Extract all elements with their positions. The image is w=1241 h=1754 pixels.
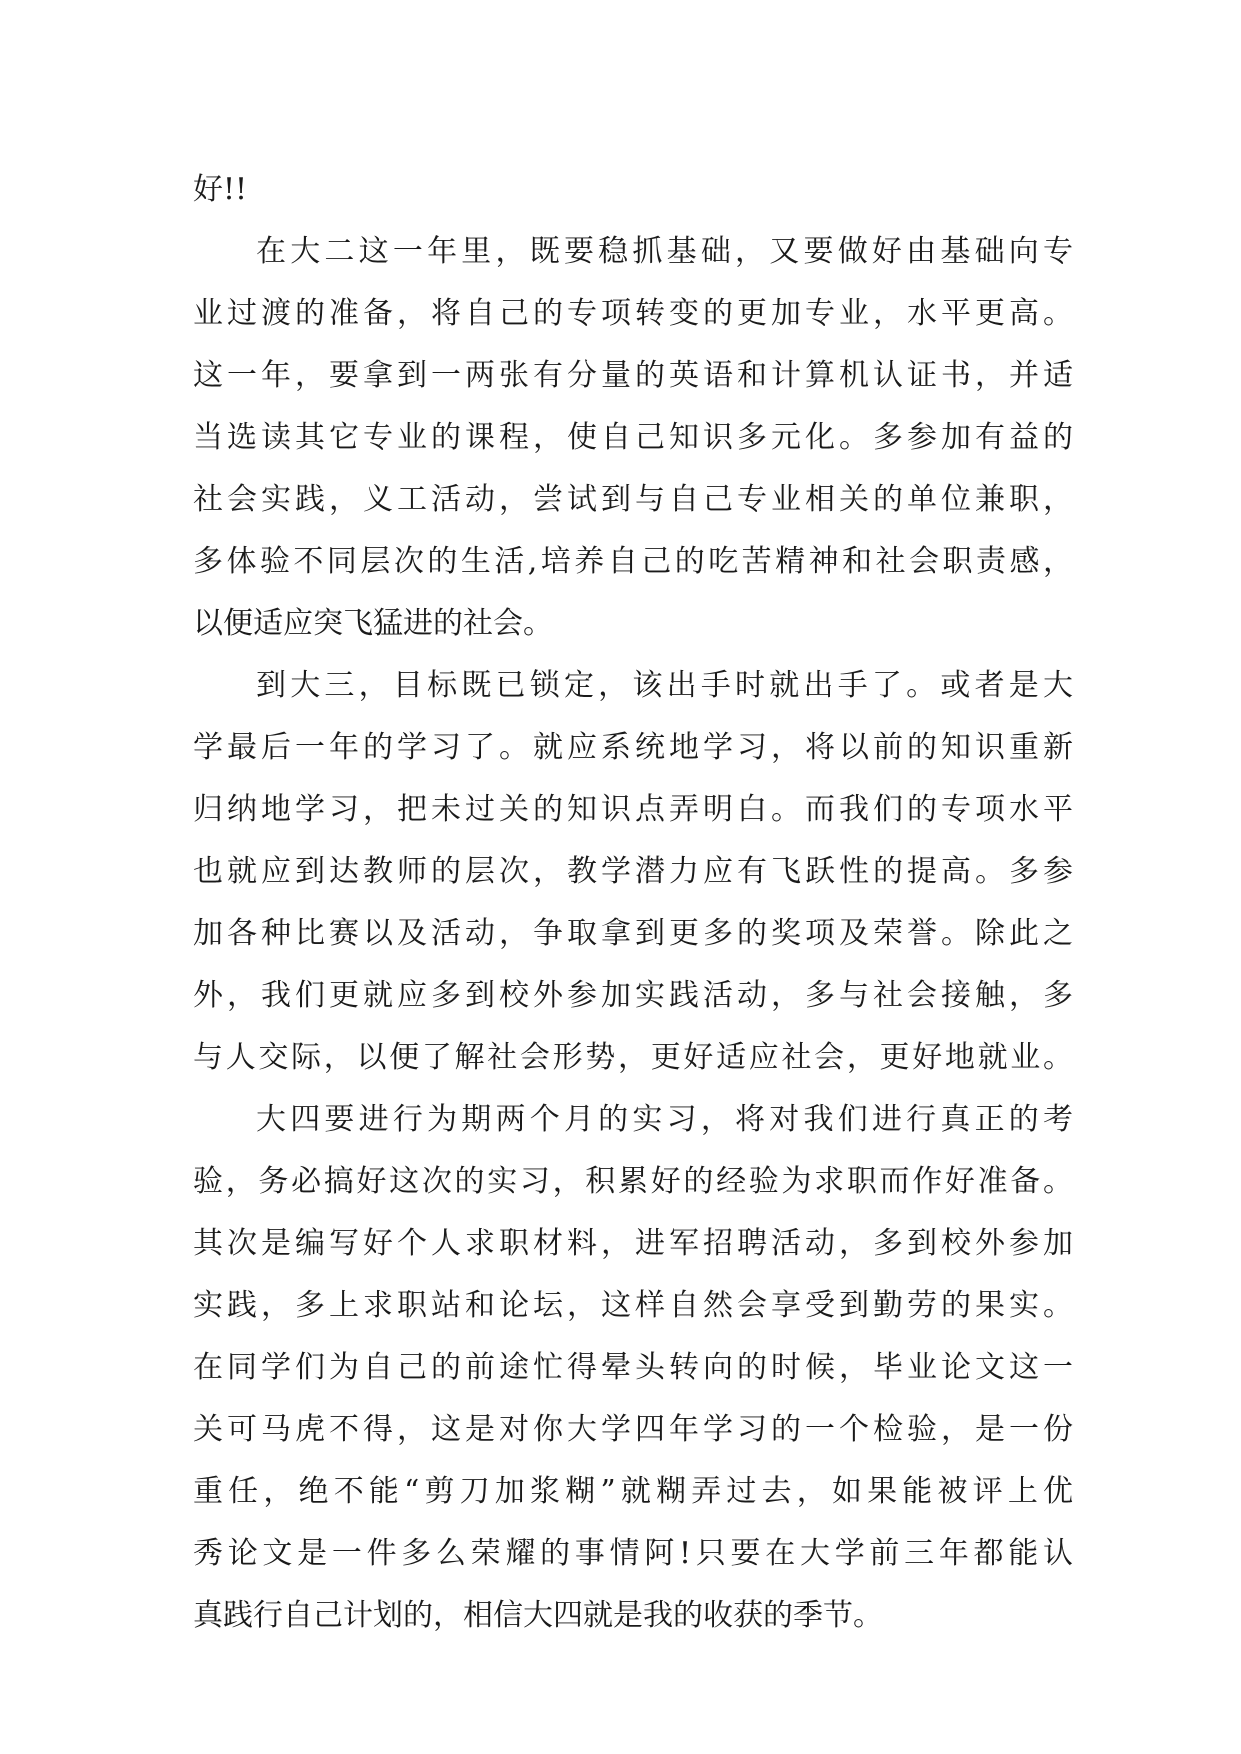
text-line: 学最后一年的学习了。就应系统地学习，将以前的知识重新: [193, 730, 1073, 765]
text-line: 好!!: [193, 172, 248, 207]
text-line: 重任，绝不能“剪刀加浆糊”就糊弄过去，如果能被评上优: [193, 1474, 1073, 1509]
text-line: 在同学们为自己的前途忙得晕头转向的时候，毕业论文这一: [193, 1350, 1073, 1385]
text-line: 社会实践，义工活动，尝试到与自己专业相关的单位兼职，: [193, 482, 1073, 517]
text-line: 这一年，要拿到一两张有分量的英语和计算机认证书，并适: [193, 358, 1073, 393]
paragraph-first-line: 在大二这一年里，既要稳抓基础，又要做好由基础向专: [256, 234, 1073, 269]
text-line: 验，务必搞好这次的实习，积累好的经验为求职而作好准备。: [193, 1164, 1073, 1199]
text-line: 业过渡的准备，将自己的专项转变的更加专业，水平更高。: [193, 296, 1073, 331]
text-line: 关可马虎不得，这是对你大学四年学习的一个检验，是一份: [193, 1412, 1073, 1447]
text-line: 以便适应突飞猛进的社会。: [193, 606, 553, 641]
text-line: 多体验不同层次的生活,培养自己的吃苦精神和社会职责感，: [193, 544, 1073, 579]
text-line: 当选读其它专业的课程，使自己知识多元化。多参加有益的: [193, 420, 1073, 455]
text-line: 加各种比赛以及活动，争取拿到更多的奖项及荣誉。除此之: [193, 916, 1073, 951]
text-line: 秀论文是一件多么荣耀的事情阿!只要在大学前三年都能认: [193, 1536, 1073, 1571]
text-line: 外，我们更就应多到校外参加实践活动，多与社会接触，多: [193, 978, 1073, 1013]
text-line: 其次是编写好个人求职材料，进军招聘活动，多到校外参加: [193, 1226, 1073, 1261]
text-line: 归纳地学习，把未过关的知识点弄明白。而我们的专项水平: [193, 792, 1073, 827]
paragraph-first-line: 到大三，目标既已锁定，该出手时就出手了。或者是大: [256, 668, 1073, 703]
text-line: 与人交际，以便了解社会形势，更好适应社会，更好地就业。: [193, 1040, 1073, 1075]
paragraph-first-line: 大四要进行为期两个月的实习，将对我们进行真正的考: [256, 1102, 1073, 1137]
text-line: 真践行自己计划的，相信大四就是我的收获的季节。: [193, 1598, 883, 1633]
text-line: 实践，多上求职站和论坛，这样自然会享受到勤劳的果实。: [193, 1288, 1073, 1323]
text-line: 也就应到达教师的层次，教学潜力应有飞跃性的提高。多参: [193, 854, 1073, 889]
